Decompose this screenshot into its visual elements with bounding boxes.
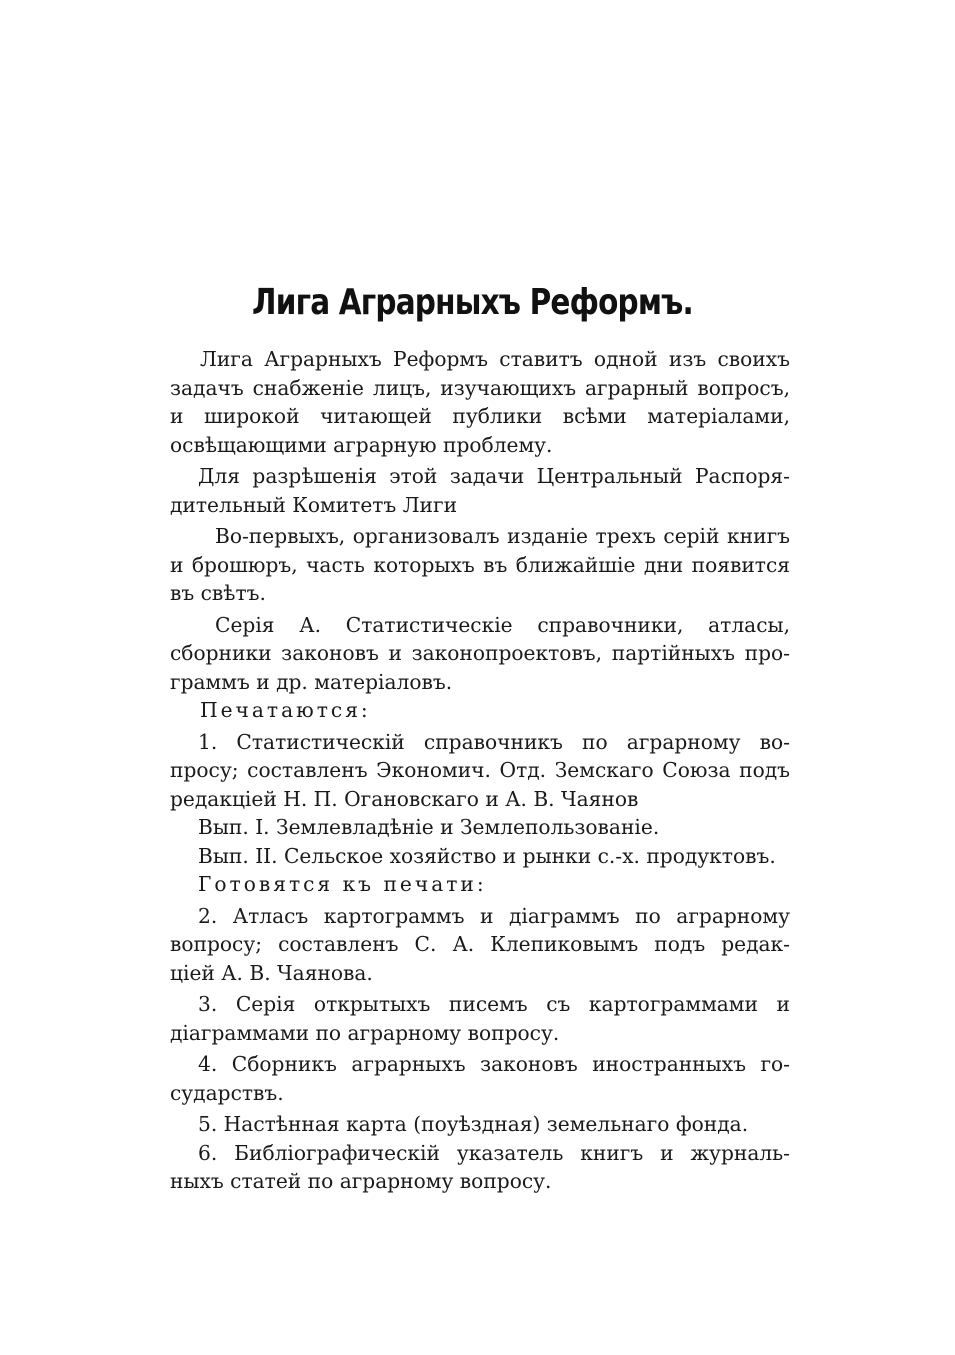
document-body [170,345,790,1196]
text-line: редакціей Н. П. Огановскаго и А. В. Чаянов [170,786,639,811]
text-line: 1. Статистическій справочникъ по аграрному во- [198,729,790,754]
text-line: Лига Аграрныхъ Реформъ ставитъ одной изъ своихъ [200,347,790,371]
text-line: Серія А. Статистическіе справочники, атласы, [215,612,790,637]
section-heading: Печатаются: [200,698,371,722]
text-line: просу; составленъ Экономич. Отд. Земскаго Союза подъ [170,758,790,782]
section-heading: Готовятся къ печати: [198,872,487,896]
text-line: дительный Комитетъ Лиги [170,492,458,517]
text-line: и широкой читающей публики всѣми матеріалами, [170,404,790,428]
text-line: 4. Сборникъ аграрныхъ законовъ иностранныхъ го- [198,1052,790,1076]
text-line: вопросу; составленъ С. А. Клепиковымъ подъ редак- [170,932,790,956]
text-line: задачъ снабженіе лицъ, изучающихъ аграрный вопросъ, [170,375,790,400]
text-line: граммъ и др. матеріаловъ. [170,669,453,694]
text-line: сборники законовъ и законопроектовъ, партійныхъ про- [170,641,790,665]
text-line: ціей А. В. Чаянова. [170,960,373,985]
text-line: ныхъ статей по аграрному вопросу. [170,1169,552,1193]
text-line: Для разрѣшенія этой задачи Центральный Распоря- [198,464,790,488]
text-line: Вып. II. Сельское хозяйство и рынки с.-х. продуктовъ. [198,843,776,868]
page-title: Лига Аграрныхъ Реформъ. [252,282,693,323]
text-line: Во-первыхъ, организовалъ изданіе трехъ серій книгъ [215,524,790,548]
text-line: Вып. I. Землевладѣніе и Землепользованіе. [198,815,660,839]
text-line: 3. Серія открытыхъ писемъ съ картограммами и [198,992,790,1016]
text-line: освѣщающими аграрную проблему. [170,432,553,457]
text-line: 5. Настѣнная карта (поуѣздная) земельнаго фонда. [198,1112,749,1136]
text-line: въ свѣтъ. [170,581,266,605]
text-line: 2. Атласъ картограммъ и діаграммъ по аграрному [198,903,790,928]
text-line: и брошюръ, часть которыхъ въ ближайшіе дни появится [170,552,790,577]
text-line: сударствъ. [170,1080,284,1105]
text-line: діаграммами по аграрному вопросу. [170,1020,560,1045]
text-line: 6. Библіографическій указатель книгъ и журналь- [198,1140,790,1165]
